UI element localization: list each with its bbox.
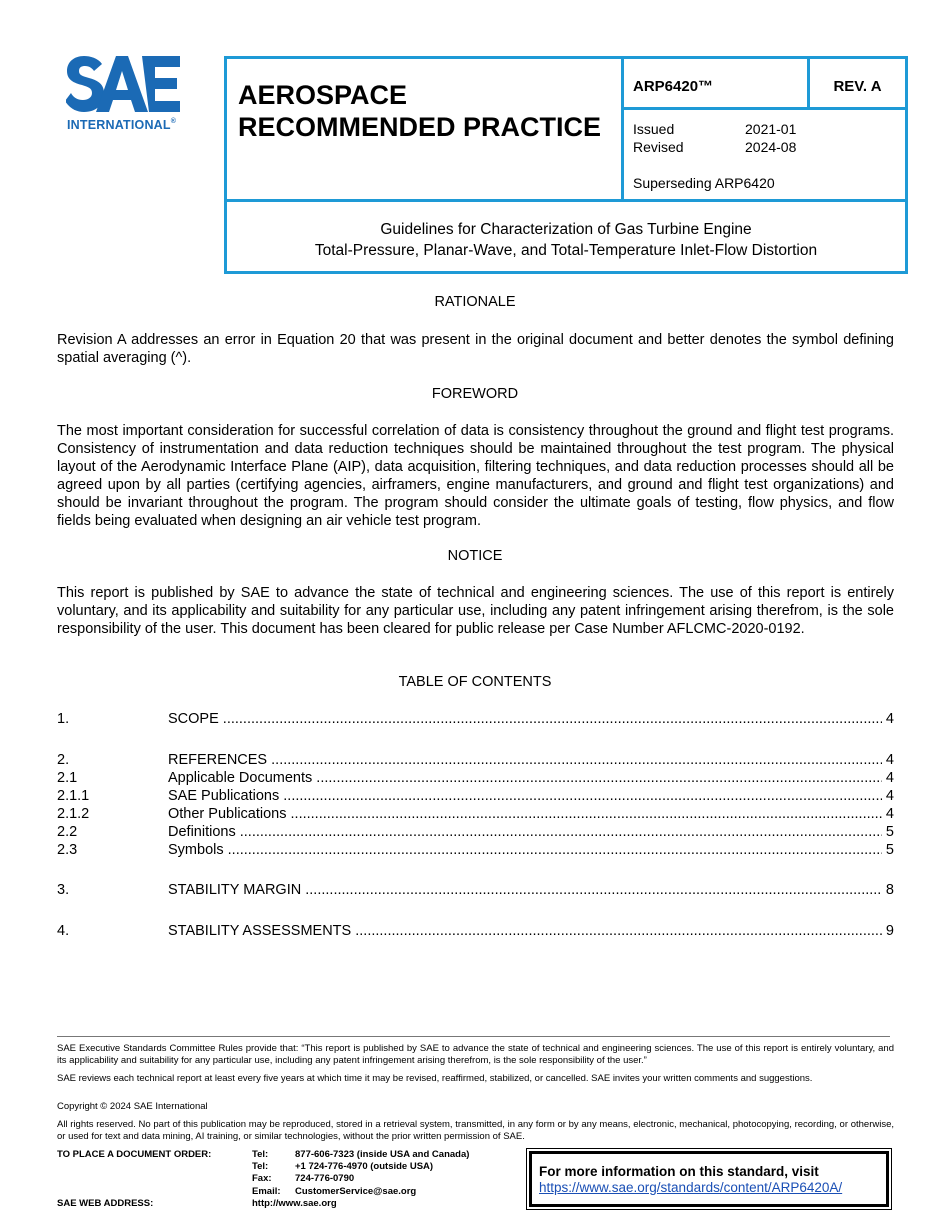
contact-email[interactable]: Email: CustomerService@sae.org [252, 1186, 417, 1197]
toc-entry[interactable]: 2.1 Applicable Documents ..... 4 [57, 769, 894, 787]
web-address-label: SAE WEB ADDRESS: [57, 1198, 154, 1209]
standard-link[interactable]: https://www.sae.org/standards/content/ARP6420A/ [539, 1180, 843, 1195]
toc-heading: TABLE OF CONTENTS [398, 674, 552, 690]
contact-tel-international: Tel: +1 724-776-4970 (outside USA) [252, 1161, 434, 1172]
web-address-link[interactable]: http://www.sae.org [252, 1198, 337, 1209]
toc-entry[interactable]: 2.1.1 SAE Publications ..... 4 [57, 787, 894, 805]
doc-type-title: AEROSPACE RECOMMENDED PRACTICE [238, 80, 602, 142]
toc-entry[interactable]: 1. SCOPE ..... 4 [57, 710, 894, 728]
revision-label: REV. A [833, 78, 882, 95]
doc-subtitle: Guidelines for Characterization of Gas Turbine Engine Total-Pressure, Planar-Wave, and Total-Temperature Inlet-Flow Distortion [314, 221, 818, 259]
order-label: TO PLACE A DOCUMENT ORDER: [57, 1149, 212, 1160]
logo-subtitle: INTERNATIONAL® [67, 118, 177, 132]
toc-entry[interactable]: 4. STABILITY ASSESSMENTS ..... 9 [57, 922, 894, 940]
dates-cell [624, 110, 905, 202]
toc-entry[interactable]: 2.2 Definitions ..... 5 [57, 823, 894, 841]
doc-number: ARP6420™ [633, 78, 714, 95]
foreword-text: The most important consideration for successful correlation of data is consistency throughout the ground and flight test programs. Consistency of instrumentation and data reduction techniques should be maintained throughout the test program. The physical layout of the Aerodynamic Interface Plane (AIP), data acquisition, filtering techniques, and data reduction processes should all be agreed upon by all parties (certifying agencies, airframers, engine manufacturers, and ground and flight test organizations) and should be invariant throughout the program. The program should consider the ultimate goals of testing, flow physics, and flow fields being evaluated when designing an air vehicle test program. [57, 423, 894, 529]
document-header [224, 56, 908, 274]
toc-entry[interactable]: 2.3 Symbols ..... 5 [57, 841, 894, 859]
revision-cell [810, 59, 905, 110]
toc-entry[interactable]: 2.1.2 Other Publications ..... 4 [57, 805, 894, 823]
toc-entry[interactable]: 2. REFERENCES ..... 4 [57, 751, 894, 769]
superseding-row: Superseding ARP6420 [633, 175, 775, 191]
doc-type-cell [227, 59, 624, 202]
foreword-heading: FOREWORD [431, 386, 519, 402]
rationale-heading: RATIONALE [434, 294, 516, 310]
toc-entry[interactable]: 3. STABILITY MARGIN ..... 8 [57, 881, 894, 899]
issued-row: Issued 2021-01 [633, 121, 797, 137]
rationale-text: Revision A addresses an error in Equation 20 that was present in the original document and better denotes the symbol defining spatial averaging (^). [57, 332, 894, 366]
footer-rules-text: SAE Executive Standards Committee Rules provide that: “This report is published by SAE to advance the state of technical and engineering sciences. The use of this report is entirely voluntary, and its applicability and suitability for any particular use, including any patent infringement arising therefrom, is the sole responsibility of the user.” [57, 1043, 894, 1066]
footer-copyright: Copyright © 2024 SAE International [57, 1101, 208, 1112]
footer-rights-text: All rights reserved. No part of this publication may be reproduced, stored in a retrieval system, transmitted, in any form or by any means, electronic, mechanical, photocopying, recording, or otherwise, or used for text and data mining, AI training, or similar technologies, without the prior written permission of SAE. [57, 1119, 894, 1142]
sae-logo-icon [66, 54, 181, 116]
doc-number-cell [624, 59, 810, 110]
notice-heading: NOTICE [447, 548, 503, 564]
footer-review-text: SAE reviews each technical report at least every five years at which time it may be revised, reaffirmed, stabilized, or cancelled. SAE invites your written comments and suggestions. [57, 1073, 813, 1084]
contact-fax: Fax: 724-776-0790 [252, 1173, 355, 1184]
sae-logo [66, 54, 191, 134]
more-info-heading: For more information on this standard, visit [539, 1164, 819, 1179]
footer-divider [57, 1036, 890, 1037]
revised-row: Revised 2024-08 [633, 139, 797, 155]
more-info-box [526, 1148, 892, 1210]
notice-text: This report is published by SAE to advance the state of technical and engineering sciences. The use of this report is entirely voluntary, and its applicability and suitability for any particular use, including any patent infringement arising therefrom, is the sole responsibility of the user. This document has been cleared for public release per Case Number AFLCMC-2020-0192. [57, 585, 894, 637]
contact-tel-domestic: Tel: 877-606-7323 (inside USA and Canada) [252, 1149, 470, 1160]
